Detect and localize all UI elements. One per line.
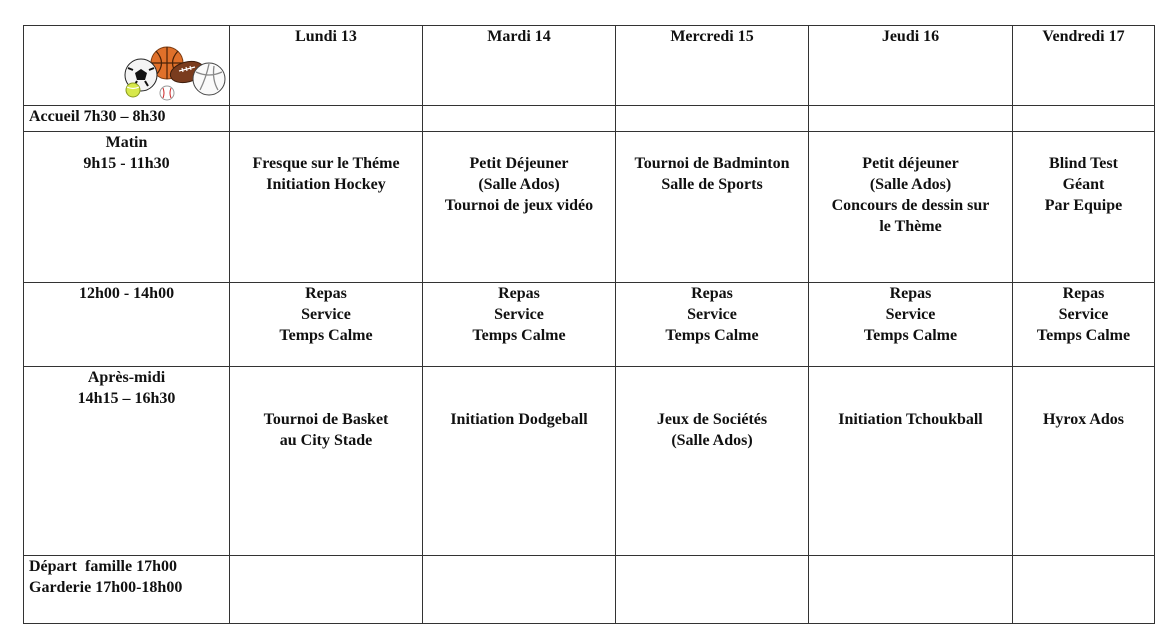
- schedule-row-depart: [24, 556, 1155, 624]
- activity-line: Initiation Dodgeball: [450, 411, 588, 428]
- header-row: [24, 26, 1155, 106]
- activity-cell: [809, 106, 1013, 132]
- day-header-wednesday: Mercredi 15: [616, 26, 809, 106]
- activity-cell: [230, 367, 423, 556]
- activity-line: Initiation Hockey: [266, 176, 386, 193]
- activity-line: Temps Calme: [1036, 327, 1131, 344]
- activity-cell: [1013, 132, 1155, 283]
- activity-cell: [616, 106, 809, 132]
- row-label-line: Matin: [105, 134, 148, 151]
- activity-cell: [230, 106, 423, 132]
- day-header-monday: Lundi 13: [230, 26, 423, 106]
- row-label-line: 14h15 – 16h30: [77, 390, 176, 407]
- activity-line: Temps Calme: [863, 327, 958, 344]
- activity-cell: [809, 556, 1013, 624]
- activity-line: (Salle Ados): [671, 432, 753, 449]
- row-label: [24, 106, 230, 132]
- activity-line: Blind Test: [1049, 155, 1118, 172]
- activity-cell: [230, 556, 423, 624]
- day-header-thursday: Jeudi 16: [809, 26, 1013, 106]
- sports-balls-icon: [24, 26, 229, 105]
- row-label-line: Garderie 17h00-18h00: [29, 579, 183, 596]
- row-label: [24, 283, 230, 367]
- activity-line: Salle de Sports: [661, 176, 763, 193]
- weekly-schedule-table: [23, 25, 1155, 624]
- activity-line: Petit déjeuner: [862, 155, 959, 172]
- activity-line: Repas: [889, 285, 932, 302]
- activity-line: Repas: [691, 285, 733, 302]
- activity-cell: [1013, 106, 1155, 132]
- day-header-friday: Vendredi 17: [1013, 26, 1155, 106]
- activity-cell: [423, 106, 616, 132]
- activity-line: (Salle Ados): [478, 176, 560, 193]
- row-label-line: 12h00 - 14h00: [78, 285, 175, 302]
- activity-cell: [423, 367, 616, 556]
- row-label: [24, 556, 230, 624]
- activity-line: Géant: [1062, 176, 1105, 193]
- activity-cell: [423, 556, 616, 624]
- schedule-row-accueil: [24, 106, 1155, 132]
- activity-line: Tournoi de Basket: [263, 411, 389, 428]
- activity-line: Service: [301, 306, 351, 323]
- activity-line: Concours de dessin sur: [831, 197, 990, 214]
- activity-line: Tournoi de Badminton: [634, 155, 790, 172]
- row-label-line: Après-midi: [87, 369, 166, 386]
- activity-cell: [1013, 283, 1155, 367]
- activity-line: le Thème: [879, 218, 942, 235]
- activity-line: Service: [687, 306, 737, 323]
- activity-line: Initiation Tchoukball: [838, 411, 983, 428]
- activity-cell: [809, 283, 1013, 367]
- activity-line: Jeux de Sociétés: [656, 411, 768, 428]
- activity-cell: [616, 132, 809, 283]
- activity-line: Service: [494, 306, 544, 323]
- activity-line: Fresque sur le Théme: [252, 155, 400, 172]
- row-label: [24, 132, 230, 283]
- activity-line: Tournoi de jeux vidéo: [444, 197, 594, 214]
- activity-line: (Salle Ados): [869, 176, 952, 193]
- activity-line: au City Stade: [279, 432, 373, 449]
- activity-cell: [616, 283, 809, 367]
- schedule-row-apres-midi: [24, 367, 1155, 556]
- activity-cell: [1013, 367, 1155, 556]
- activity-cell: [809, 132, 1013, 283]
- schedule-row-midi: [24, 283, 1155, 367]
- row-label-line: 9h15 - 11h30: [83, 155, 170, 172]
- activity-line: Par Equipe: [1044, 197, 1123, 214]
- activity-cell: [423, 283, 616, 367]
- schedule-row-matin: [24, 132, 1155, 283]
- activity-line: Temps Calme: [279, 327, 373, 344]
- activity-line: Temps Calme: [665, 327, 759, 344]
- activity-cell: [616, 556, 809, 624]
- activity-line: Temps Calme: [472, 327, 566, 344]
- activity-line: Service: [885, 306, 936, 323]
- activity-line: Service: [1058, 306, 1109, 323]
- activity-line: Repas: [498, 285, 540, 302]
- activity-cell: [616, 367, 809, 556]
- activity-cell: [423, 132, 616, 283]
- activity-line: Repas: [305, 285, 347, 302]
- day-header-tuesday: Mardi 14: [423, 26, 616, 106]
- activity-cell: [809, 367, 1013, 556]
- activity-cell: [230, 132, 423, 283]
- activity-cell: [230, 283, 423, 367]
- activity-line: Repas: [1062, 285, 1105, 302]
- row-label-line: Départ famille 17h00: [29, 558, 177, 575]
- activity-line: Petit Déjeuner: [469, 155, 569, 172]
- row-label-line: Accueil 7h30 – 8h30: [29, 108, 166, 125]
- row-label: [24, 367, 230, 556]
- logo-cell: [24, 26, 230, 106]
- activity-line: Hyrox Ados: [1042, 411, 1125, 428]
- activity-cell: [1013, 556, 1155, 624]
